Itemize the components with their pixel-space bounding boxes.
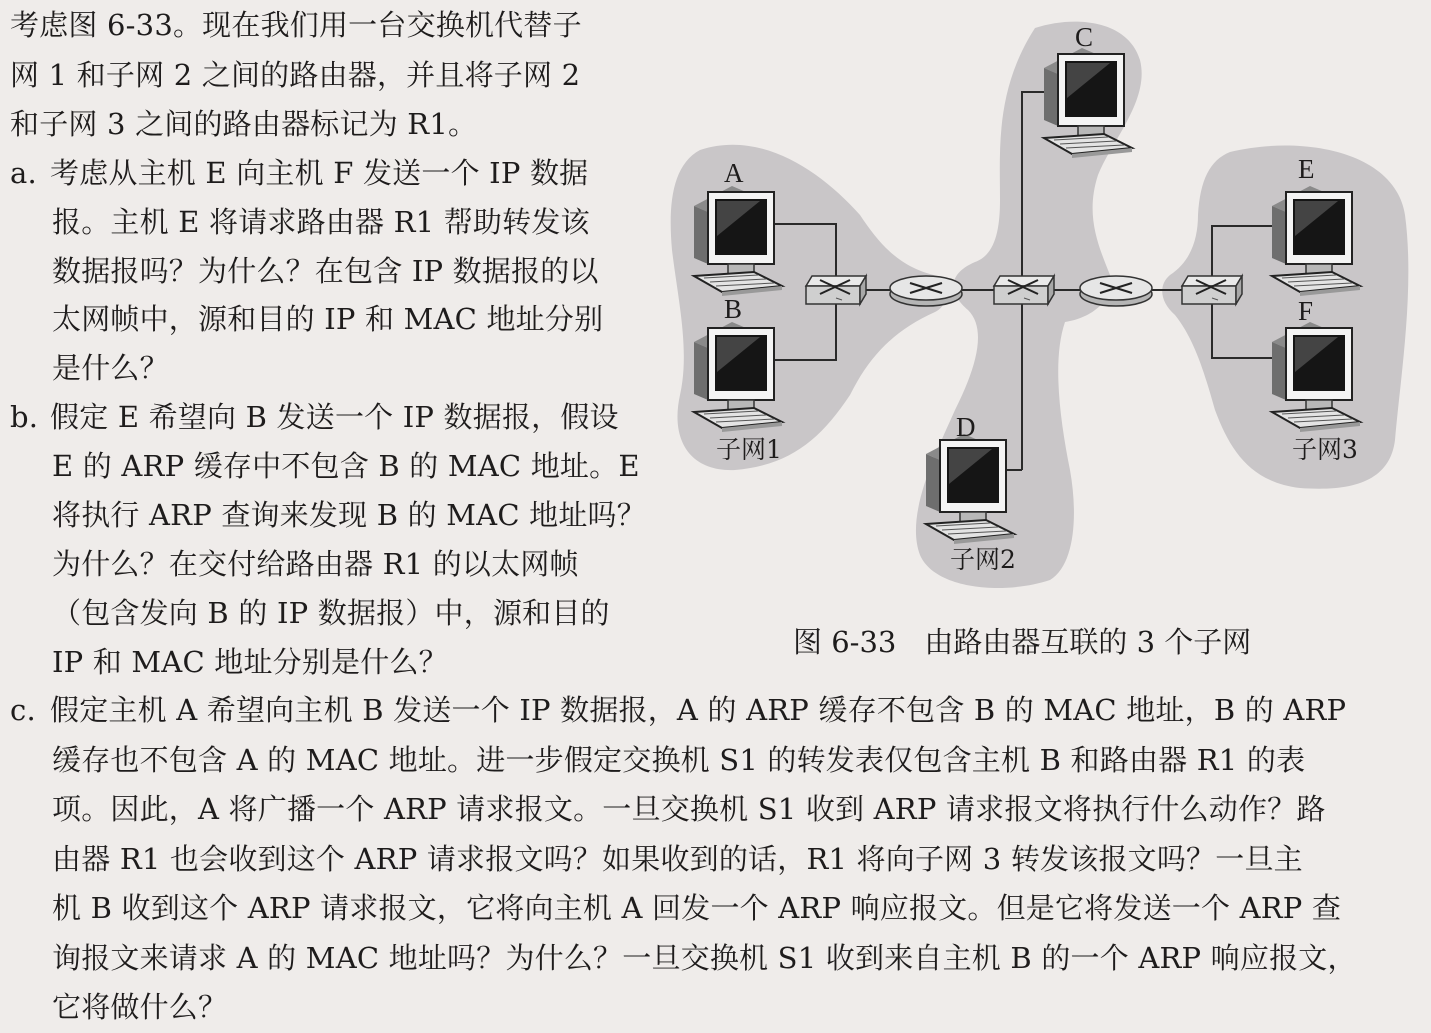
subnet-label-2: 子网2 (950, 545, 1016, 574)
host-label-a: A (724, 158, 744, 188)
switch-icon (994, 276, 1054, 304)
question-line: 是什么？ (52, 351, 169, 386)
host-c-icon (1044, 48, 1132, 158)
question-line: （包含发向 B 的 IP 数据报）中，源和目的 (52, 596, 610, 630)
question-label: c. (10, 693, 36, 727)
question-label: a. (10, 156, 37, 190)
caption-number: 图 6-33 (793, 625, 897, 659)
question-line: 为什么？在交付给路由器 R1 的以太网帧 (52, 547, 579, 581)
question-line: 项。因此，A 将广播一个 ARP 请求报文。一旦交换机 S1 收到 ARP 请求报文将执行什么动作？路 (52, 792, 1326, 826)
host-label-e: E (1298, 154, 1315, 184)
question-line: 由器 R1 也会收到这个 ARP 请求报文吗？如果收到的话，R1 将向子网 3 转发该报文吗？一旦主 (52, 841, 1303, 876)
subnet-label-3: 子网3 (1292, 435, 1358, 464)
router-icon (890, 276, 962, 306)
router-r1-icon (1080, 276, 1152, 306)
host-e-icon (1272, 186, 1360, 296)
intro-line: 考虑图 6-33。现在我们用一台交换机代替子 (10, 8, 582, 42)
figure-caption (793, 620, 1279, 661)
question-b (10, 393, 650, 687)
host-d-icon (926, 434, 1014, 544)
question-line: 报。主机 E 将请求路由器 R1 帮助转发该 (52, 204, 590, 239)
host-b-icon (694, 322, 782, 432)
question-line: 询报文来请求 A 的 MAC 地址吗？为什么？一旦交换机 S1 收到来自主机 B 的一个 ARP 响应报文， (52, 940, 1357, 975)
question-line: 缓存也不包含 A 的 MAC 地址。进一步假定交换机 S1 的转发表仅包含主机 B 和路由器 R1 的表 (52, 742, 1306, 777)
question-a (10, 149, 650, 393)
question-line: 将执行 ARP 查询来发现 B 的 MAC 地址吗？ (52, 498, 646, 532)
question-line: 数据报吗？为什么？在包含 IP 数据报的以 (52, 253, 599, 288)
subnet-label-1: 子网1 (716, 435, 782, 464)
question-line: 太网帧中，源和目的 IP 和 MAC 地址分别 (52, 302, 604, 337)
switch-icon (1182, 276, 1242, 304)
question-line: E 的 ARP 缓存中不包含 B 的 MAC 地址。E (52, 449, 640, 483)
question-line: 假定主机 A 希望向主机 B 发送一个 IP 数据报，A 的 ARP 缓存不包含 B 的 MAC 地址，B 的 ARP (50, 693, 1347, 727)
switch-s1-icon (806, 276, 866, 304)
intro-line: 网 1 和子网 2 之间的路由器，并且将子网 2 (10, 57, 581, 92)
host-label-c: C (1075, 22, 1094, 52)
question-line: 假定 E 希望向 B 发送一个 IP 数据报，假设 (50, 400, 619, 434)
host-label-d: D (956, 412, 976, 442)
question-line: 考虑从主机 E 向主机 F 发送一个 IP 数据 (50, 156, 589, 190)
question-label: b. (10, 400, 39, 434)
host-label-f: F (1298, 296, 1314, 326)
intro-line: 和子网 3 之间的路由器标记为 R1。 (10, 107, 478, 141)
question-line: IP 和 MAC 地址分别是什么？ (52, 645, 448, 679)
host-a-icon (694, 186, 782, 296)
caption-text: 由路由器互联的 3 个子网 (924, 625, 1252, 659)
question-c (10, 686, 1410, 1033)
question-line: 机 B 收到这个 ARP 请求报文，它将向主机 A 回发一个 ARP 响应报文。但是它将发送一个 ARP 查 (52, 891, 1342, 925)
question-line: 它将做什么？ (52, 990, 228, 1024)
problem-intro (10, 1, 640, 150)
network-diagram (660, 0, 1431, 610)
host-label-b: B (724, 294, 743, 324)
host-f-icon (1272, 322, 1360, 432)
